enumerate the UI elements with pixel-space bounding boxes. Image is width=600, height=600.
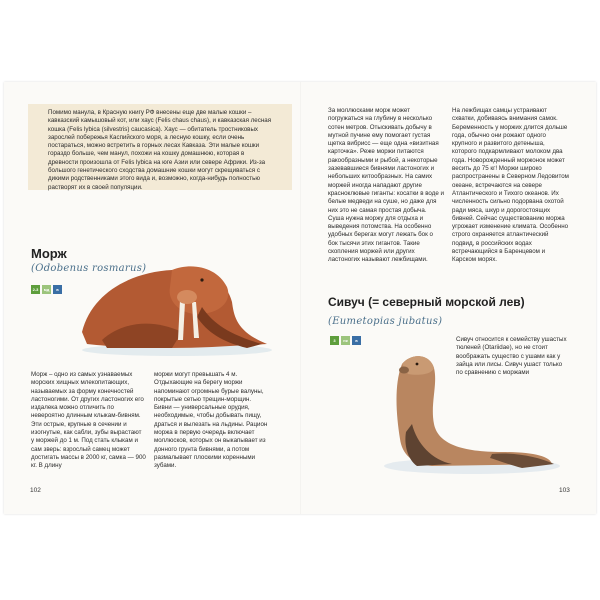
walrus-badge-range: мд (43, 287, 50, 292)
walrus-illustration (62, 252, 277, 357)
sealion-badge-habitat: в (352, 336, 361, 345)
sealion-badge-range: нк (341, 336, 350, 345)
sealion-status-badges (330, 336, 361, 345)
page-number-left: 102 (30, 487, 41, 494)
sealion-title: Сивуч (= северный морской лев) (328, 295, 525, 309)
walrus-text-col4: На лежбищах самцы устраивают схватки, добиваясь внимания самок. Беременность у моржих длится дольше года, обычно они рожают одного крупного и развитого детеныша, которого подкармливают молоком два года. Новорожденный моржонок может весить до 75 кг! Моржи широко распространены в Северном Ледовитом океане, встречаются на севере Атлантического и Тихого океанов. Их численность сильно подорвана охотой ради мяса, шкур и дорогостоящих бивней. Сейчас существованию моржа угрожает изменение климата. Особенно строго охраняется атлантический подвид, в российских водах встречающийся в Баренцевом и Карском морях. (452, 107, 569, 264)
walrus-text-col1: Морж – одно из самых узнаваемых морских хищных млекопитающих, называемых за форму конечностей ластоногими. От других ластоногих его издалека можно отличить по невероятно длинным клыкам-бивням. Эти острые, крупные в сечении и изогнутые, как сабли, зубы вырастают у моржей до 1 м. Под стать клыкам и сам зверь: взрослый самец может достигать массы в 2000 кг, самка — 900 кг. В длину (31, 371, 146, 470)
walrus-latin-name: (Odobenus rosmarus) (31, 263, 147, 274)
info-box (28, 104, 292, 190)
sealion-text: Сивуч относится к семейству ушастых тюленей (Otariidae), но не стоит воображать существо с ушами как у зайца или лисы. Сивуч ушаст только по сравнению с моржами (456, 336, 567, 377)
walrus-text-col3: За моллюсками морж может погружаться на глубину в несколько сотен метров. Отыскивать добычу в мутной пучине ему помогает густая щетка вибрисс — еще одна «визитная карточка». Реже моржи питаются ракообразными и рыбой, а некоторые зазевавшиеся бивнями ластоногих и небольших китообразных. На самих моржей иногда нападают другие красноклювые гиганты: косатки в воде и белые медведи на суше, но даже для них это не самая простая добыча. Суша нужна моржу для отдыха и выведения потомства. На особенно удобных берегах могут лежать бок о бок тысячи этих гигантов. Такие скопления моржей или других ластоногих называют лежбищами. (328, 107, 444, 264)
sealion-illustration (372, 344, 562, 476)
page-number-right: 103 (559, 487, 570, 494)
info-box-text: Помимо манула, в Красную книгу РФ внесены еще две малые кошки – кавказский камышовый кот, или хаус (Felis chaus chaus), и кавказская лесная кошка (Felis lybica (silvestris) caucasica). Хаус — обитатель тростниковых зарослей побережья Каспийского моря, а лесную кошку, если очень постараться, можно встретить в горных лесах Кавказа. Эти малые кошки гораздо больше, чем манул, похожи на кошку домашнюю, которая в древности произошла от Felis lybica на юге Азии или севере Африки. Из-за большого генетического сходства домашние кошки могут скрещиваться с дикими родственниками этого вида и, возможно, когда-нибудь полностью растворят их в своей популяции. (48, 109, 272, 191)
sealion-badge-category: 3 (330, 336, 339, 345)
walrus-badge-category: 2-3 (32, 287, 39, 292)
sealion-latin-name: (Eumetopias jubatus) (328, 316, 443, 327)
walrus-title: Морж (31, 246, 67, 261)
walrus-badge-habitat: в (53, 285, 62, 294)
walrus-status-badges (31, 285, 62, 294)
page-gutter (300, 82, 301, 514)
walrus-text-col2: моржи могут превышать 4 м. Отдыхающие на берегу моржи напоминают огромные бурые валуны, покрытые сетью трещин-морщин. Бивни — универсальные орудия, необходимые, чтобы добывать пищу, драться и вылезать на льдины. Рацион моржа в первую очередь включает моллюсков, которых он выкапывает из донного грунта бивнями, а потом размалывает плоскими коренными зубами. (154, 371, 268, 470)
book-spread (4, 82, 596, 514)
